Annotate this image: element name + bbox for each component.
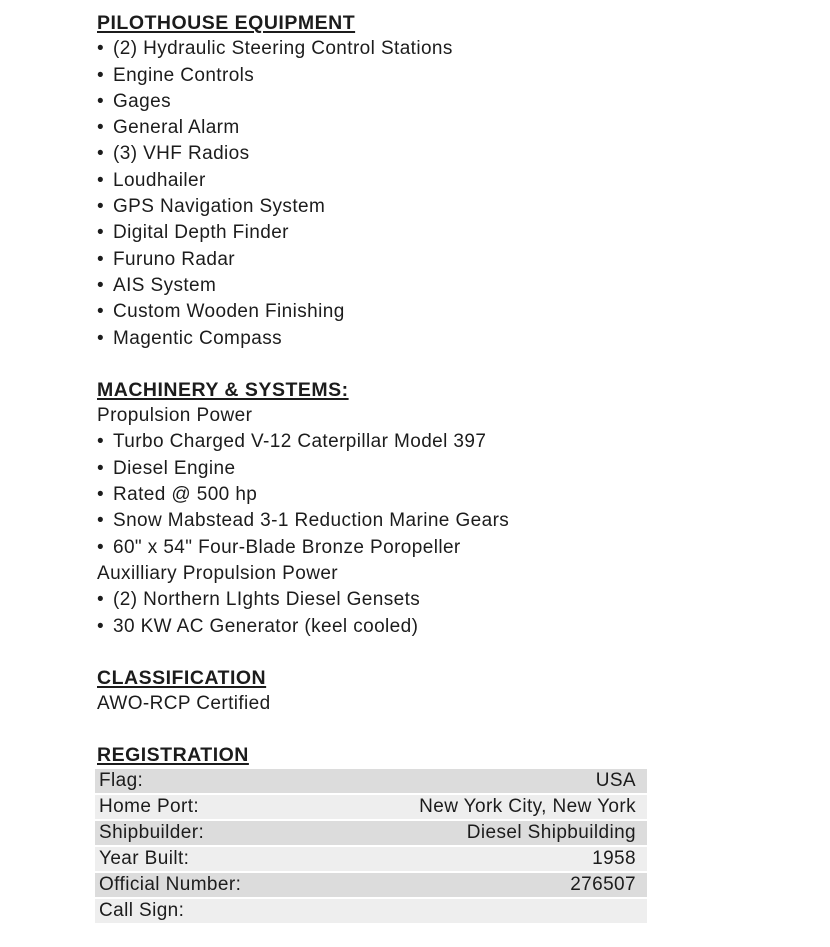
line-text: (2) Northern LIghts Diesel Gensets (113, 589, 421, 611)
line-text: Snow Mabstead 3-1 Reduction Marine Gears (113, 510, 510, 532)
bullet-icon: • (97, 484, 105, 506)
line-text: Digital Depth Finder (113, 222, 289, 244)
bullet-icon: • (97, 222, 105, 244)
table-row (95, 794, 647, 820)
bullet-item (96, 456, 830, 482)
row-value (394, 898, 647, 924)
bullet-item (96, 194, 830, 220)
line-text: (2) Hydraulic Steering Control Stations (113, 38, 453, 60)
bullet-icon: • (97, 327, 105, 349)
bullet-item (96, 614, 830, 640)
bullet-icon: • (97, 169, 105, 191)
text-line (96, 691, 830, 717)
bullet-item (96, 299, 830, 325)
bullet-icon: • (97, 301, 105, 323)
bullet-item (96, 141, 830, 167)
bullet-item (96, 220, 830, 246)
table-row (95, 820, 647, 846)
text-line (96, 403, 830, 429)
bullet-item (96, 482, 830, 508)
line-text: Custom Wooden Finishing (113, 301, 345, 323)
bullet-item (96, 247, 830, 273)
line-text: Engine Controls (113, 64, 255, 86)
row-label: Call Sign: (95, 898, 394, 924)
line-text: AWO-RCP Certified (97, 693, 271, 715)
bullet-item (96, 115, 830, 141)
row-value: USA (394, 769, 647, 794)
bullet-icon: • (97, 38, 105, 60)
table-row (95, 769, 647, 794)
bullet-icon: • (97, 589, 105, 611)
row-label: Shipbuilder: (95, 820, 394, 846)
row-label: Flag: (95, 769, 394, 794)
bullet-icon: • (97, 457, 105, 479)
line-text: Furuno Radar (113, 248, 236, 270)
line-text: Rated @ 500 hp (113, 484, 258, 506)
line-text: General Alarm (113, 117, 240, 139)
section-heading-classification: CLASSIFICATION (97, 666, 267, 689)
row-value: 1958 (394, 846, 647, 872)
line-text: AIS System (113, 274, 217, 296)
table-row (95, 872, 647, 898)
row-value: 276507 (394, 872, 647, 898)
row-label: Year Built: (95, 846, 394, 872)
bullet-icon: • (97, 90, 105, 112)
section-heading-registration: REGISTRATION (97, 744, 249, 767)
bullet-item (96, 89, 830, 115)
line-text: Gages (113, 90, 171, 112)
bullet-icon: • (97, 510, 105, 532)
bullet-icon: • (97, 274, 105, 296)
bullet-icon: • (97, 536, 105, 558)
table-row (95, 846, 647, 872)
bullet-item (96, 63, 830, 89)
row-value: Diesel Shipbuilding (394, 820, 647, 846)
table-row (95, 898, 647, 924)
row-label: Home Port: (95, 794, 394, 820)
bullet-item (96, 429, 830, 455)
bullet-item (96, 273, 830, 299)
registration-table (95, 769, 647, 925)
row-value: New York City, New York (394, 794, 647, 820)
bullet-icon: • (97, 64, 105, 86)
bullet-icon: • (97, 196, 105, 218)
line-text: Turbo Charged V-12 Caterpillar Model 397 (113, 431, 487, 453)
line-text: Magentic Compass (113, 327, 283, 349)
bullet-icon: • (97, 117, 105, 139)
section-machinery-systems (96, 377, 830, 640)
section-heading-pilothouse-equipment: PILOTHOUSE EQUIPMENT (97, 12, 356, 34)
line-text: 30 KW AC Generator (keel cooled) (113, 615, 419, 637)
bullet-item (96, 508, 830, 534)
text-line (96, 561, 830, 587)
line-text: 60" x 54" Four-Blade Bronze Poropeller (113, 536, 461, 558)
line-text: Diesel Engine (113, 457, 236, 479)
bullet-icon: • (97, 615, 105, 637)
bullet-item (96, 36, 830, 62)
section-registration (96, 742, 830, 924)
row-label: Official Number: (95, 872, 394, 898)
line-text: Auxilliary Propulsion Power (97, 562, 339, 584)
line-text: Propulsion Power (97, 405, 253, 427)
bullet-item (96, 168, 830, 194)
line-text: (3) VHF Radios (113, 143, 250, 165)
section-heading-machinery-systems: MACHINERY & SYSTEMS: (97, 378, 349, 401)
bullet-icon: • (97, 143, 105, 165)
bullet-icon: • (97, 431, 105, 453)
line-text: GPS Navigation System (113, 196, 326, 218)
bullet-item (96, 535, 830, 561)
section-classification (96, 665, 830, 718)
section-pilothouse-equipment (96, 10, 830, 352)
line-text: Loudhailer (113, 169, 206, 191)
bullet-icon: • (97, 248, 105, 270)
bullet-item (96, 326, 830, 352)
bullet-item (96, 587, 830, 613)
